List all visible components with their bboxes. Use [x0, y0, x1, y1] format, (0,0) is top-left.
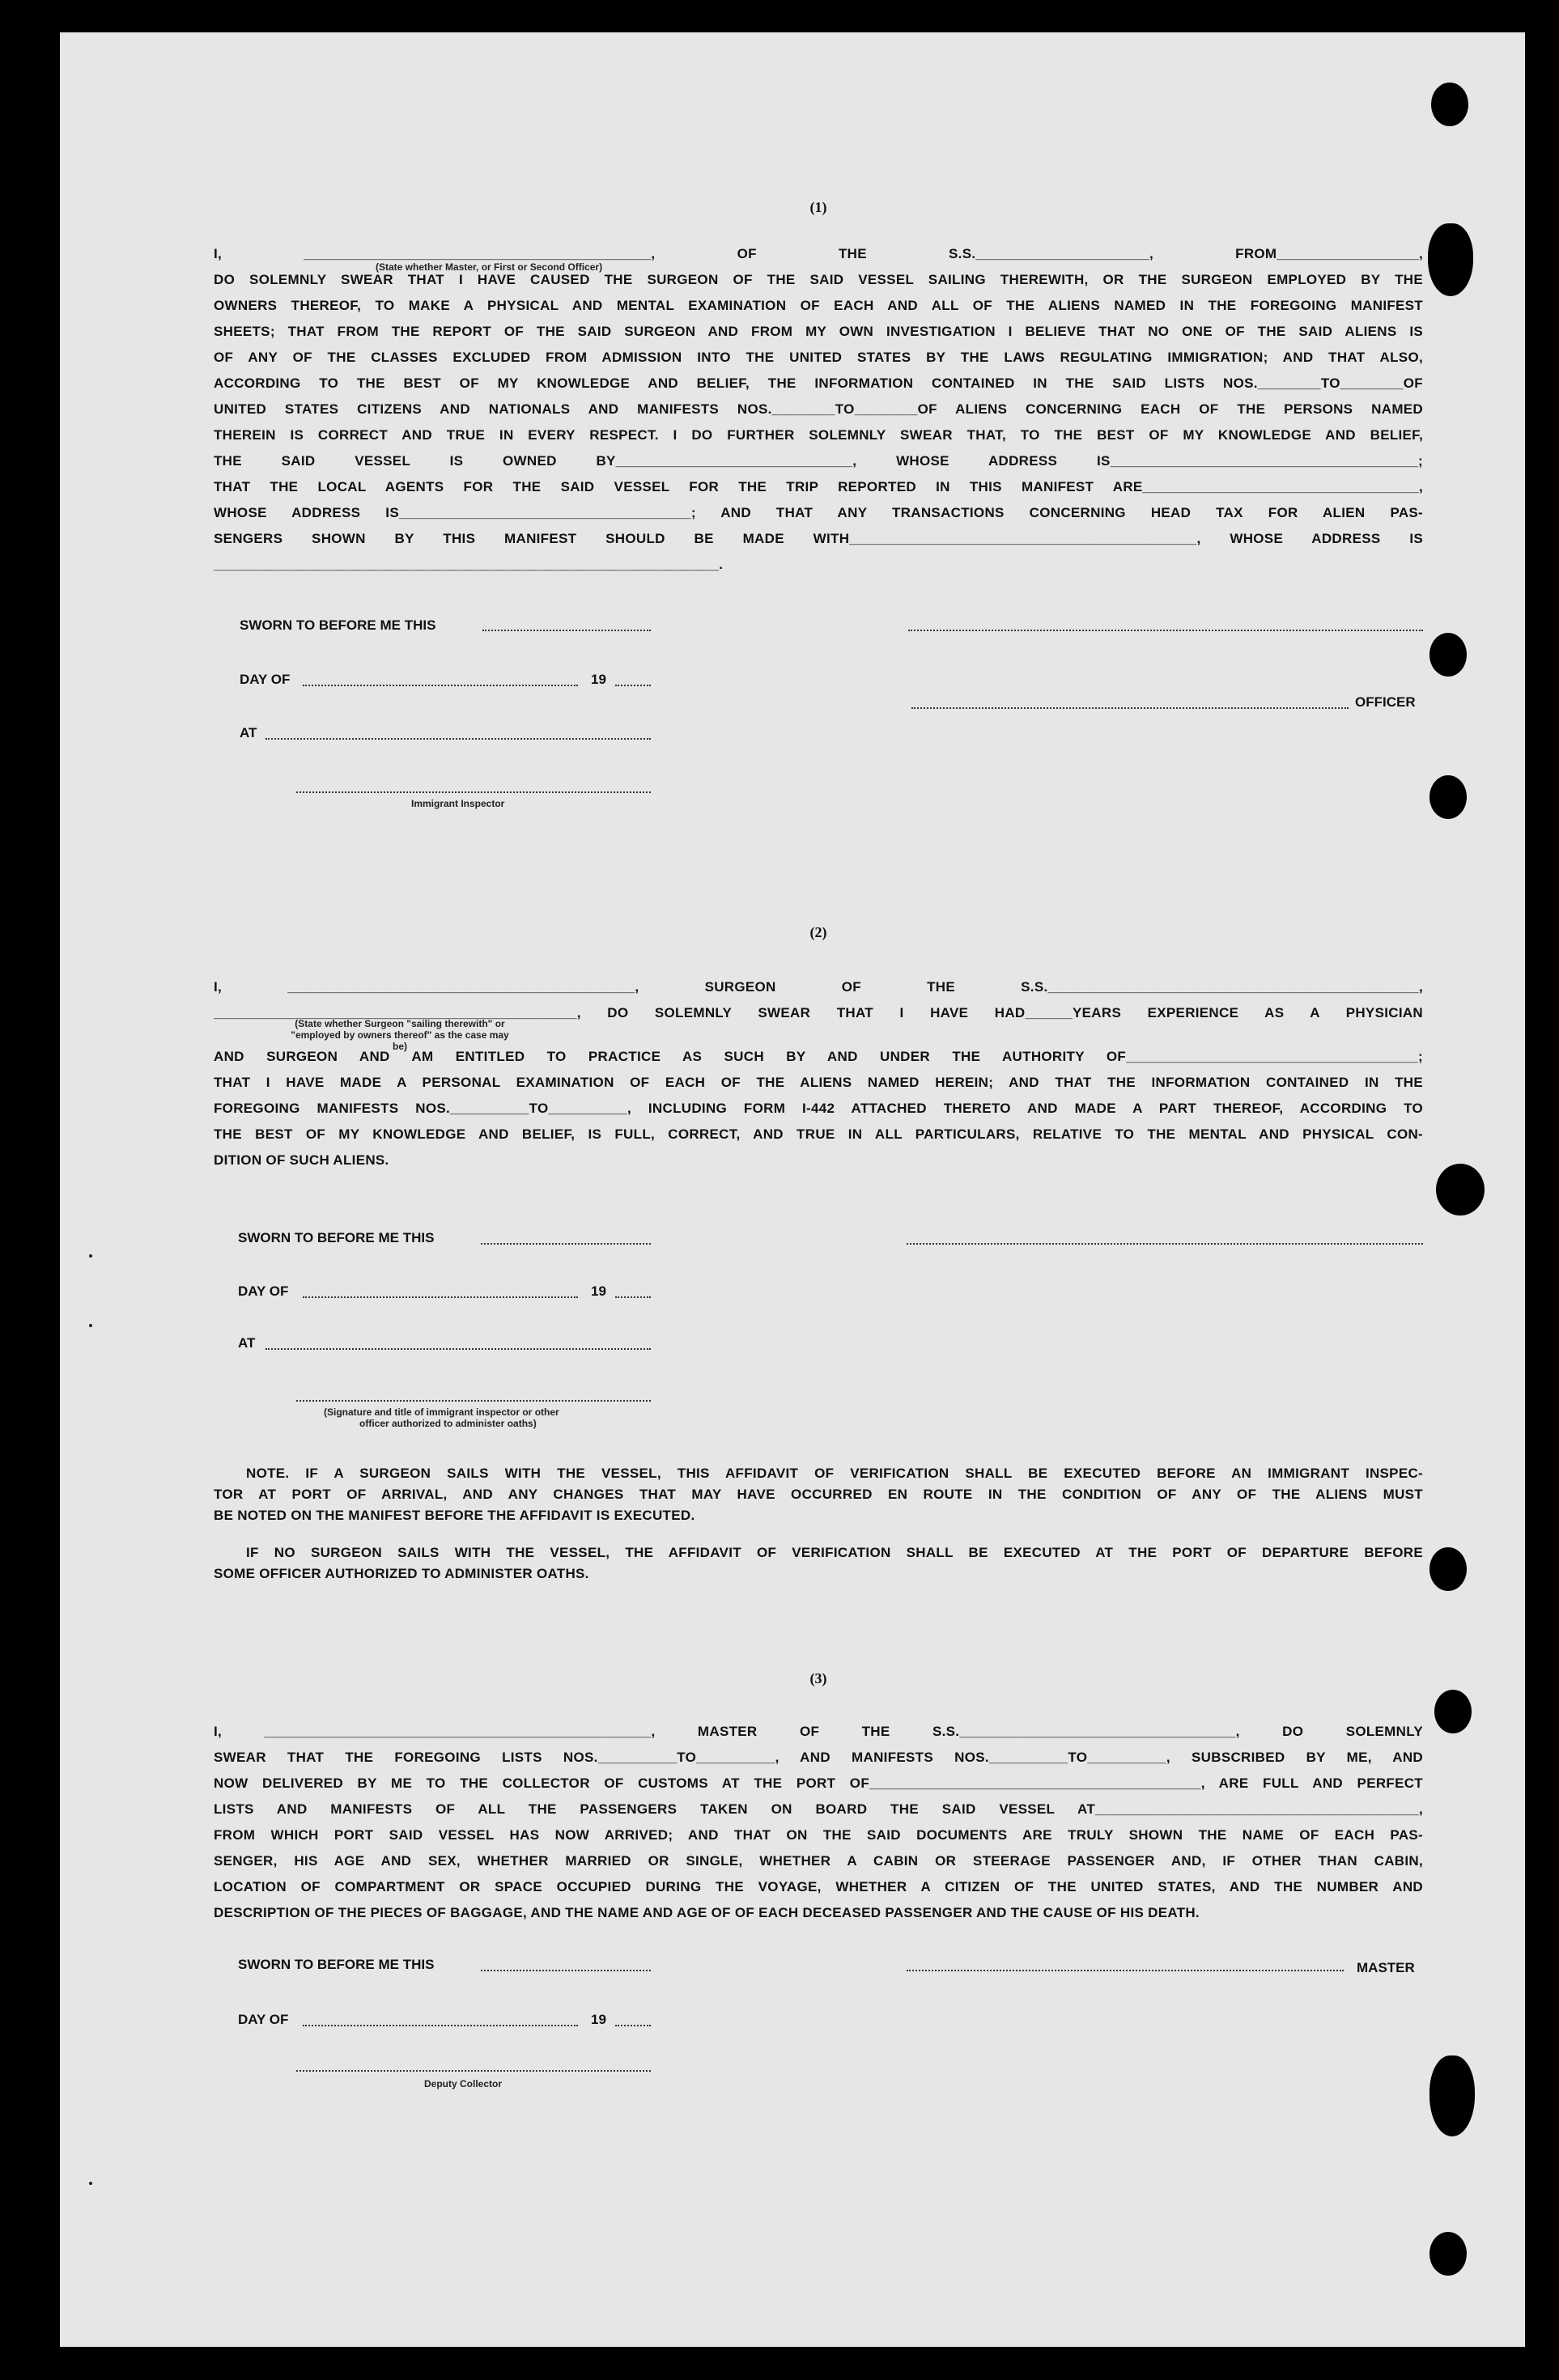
sworn-date-line[interactable] — [482, 630, 651, 631]
master-label: MASTER — [1357, 1960, 1415, 1975]
section-2-line: FOREGOING MANIFESTS NOS.__________TO__________, INCLUDING FORM I-442 ATTACHED THERETO AND MADE A PART THEREOF, ACCORDING TO — [214, 1101, 1423, 1116]
day-line[interactable] — [303, 2025, 578, 2026]
speck — [89, 1254, 92, 1258]
section-1-line: THE SAID VESSEL IS OWNED BY______________________________, WHOSE ADDRESS IS_______________________________________; — [214, 453, 1423, 469]
at-line[interactable] — [265, 738, 651, 740]
section-1-line: SHEETS; THAT FROM THE REPORT OF THE SAID SURGEON AND FROM MY OWN INVESTIGATION I BELIEVE THAT NO ONE OF THE SAID ALIENS IS — [214, 324, 1423, 339]
form-page — [60, 32, 1525, 2347]
section-3-body — [214, 1719, 1423, 1926]
section-2-note-2 — [214, 1542, 1423, 1585]
punch-hole — [1434, 1690, 1472, 1733]
at-line[interactable] — [265, 1348, 651, 1350]
section-3-day-label: DAY OF — [238, 2012, 289, 2027]
year-line[interactable] — [615, 1296, 651, 1298]
section-3-line: SWEAR THAT THE FOREGOING LISTS NOS.__________TO__________, AND MANIFESTS NOS.__________TO__________, SUBSCRIBED BY ME, AND — [214, 1750, 1423, 1765]
section-1-line: OF ANY OF THE CLASSES EXCLUDED FROM ADMISSION INTO THE UNITED STATES BY THE LAWS REGULATING IMMIGRATION; AND THAT ALSO, — [214, 350, 1423, 365]
section-3-sworn-label: SWORN TO BEFORE ME THIS — [238, 1957, 435, 1972]
punch-hole — [1429, 2232, 1467, 2276]
punch-hole — [1429, 775, 1467, 819]
section-3-line: NOW DELIVERED BY ME TO THE COLLECTOR OF CUSTOMS AT THE PORT OF__________________________________________, ARE FULL AND PERFECT — [214, 1775, 1423, 1791]
section-3-line: FROM WHICH PORT SAID VESSEL HAS NOW ARRIVED; AND THAT ON THE SAID DOCUMENTS ARE TRULY SHOWN THE NAME OF EACH PAS- — [214, 1827, 1423, 1843]
note-line: BE NOTED ON THE MANIFEST BEFORE THE AFFIDAVIT IS EXECUTED. — [214, 1508, 695, 1523]
inspector-signature-line[interactable] — [296, 1400, 651, 1402]
section-1-line: I, ____________________________________________, OF THE S.S.______________________, FROM__________________, — [214, 246, 1423, 261]
section-1-line: THEREIN IS CORRECT AND TRUE IN EVERY RESPECT. I DO FURTHER SOLEMNLY SWEAR THAT, TO THE BEST OF MY KNOWLEDGE AND BELIEF, — [214, 427, 1423, 443]
section-2-line: DITION OF SUCH ALIENS. — [214, 1152, 389, 1168]
section-2-at-label: AT — [238, 1335, 256, 1351]
section-3-number: (3) — [809, 1670, 827, 1686]
officer-label: OFFICER — [1355, 694, 1416, 710]
note-line: NOTE. IF A SURGEON SAILS WITH THE VESSEL, THIS AFFIDAVIT OF VERIFICATION SHALL BE EXECUTED BEFORE AN IMMIGRANT INSPEC- — [246, 1466, 1423, 1481]
punch-hole — [1428, 223, 1473, 296]
day-line[interactable] — [303, 1296, 578, 1298]
punch-hole — [1429, 1547, 1467, 1591]
section-1-at-label: AT — [240, 725, 257, 740]
inspector-signature-line[interactable] — [296, 791, 651, 793]
officer-signature-line[interactable] — [908, 630, 1423, 631]
section-1-caption: (State whether Master, or First or Second Officer) — [376, 261, 603, 273]
section-1-body — [214, 267, 1423, 578]
collector-caption: Deputy Collector — [424, 2078, 503, 2089]
section-3-line: SENGER, HIS AGE AND SEX, WHETHER MARRIED OR SINGLE, WHETHER A CABIN OR STEERAGE PASSENGER AND, IF OTHER THAN CABIN, — [214, 1853, 1423, 1869]
section-2-line: THE BEST OF MY KNOWLEDGE AND BELIEF, IS FULL, CORRECT, AND TRUE IN ALL PARTICULARS, RELATIVE TO THE MENTAL AND PHYSICAL CON- — [214, 1126, 1423, 1142]
section-2-caption: (State whether Surgeon "sailing therewith" or "employed by owners thereof" as the case may be) — [291, 1018, 509, 1052]
sig-caption-2: officer authorized to administer oaths) — [359, 1418, 537, 1429]
note-line: TOR AT PORT OF ARRIVAL, AND ANY CHANGES THAT MAY HAVE OCCURRED EN ROUTE IN THE CONDITION OF ANY OF THE ALIENS MUST — [214, 1487, 1423, 1502]
officer-title-line[interactable] — [911, 707, 1349, 709]
day-line[interactable] — [303, 685, 578, 686]
section-2-note — [214, 1463, 1423, 1526]
section-2-day-label: DAY OF — [238, 1283, 289, 1299]
section-1-line: THAT THE LOCAL AGENTS FOR THE SAID VESSEL FOR THE TRIP REPORTED IN THIS MANIFEST ARE___________________________________, — [214, 479, 1423, 494]
section-2-body — [214, 1044, 1423, 1173]
section-2-year-label: 19 — [591, 1283, 606, 1299]
year-line[interactable] — [615, 2025, 651, 2026]
sig-caption-1: (Signature and title of immigrant inspector or other — [324, 1406, 559, 1418]
punch-hole — [1436, 1164, 1485, 1215]
section-3-line: DESCRIPTION OF THE PIECES OF BAGGAGE, AND THE NAME AND AGE OF OF EACH DECEASED PASSENGER AND THE CAUSE OF HIS DEATH. — [214, 1905, 1200, 1920]
surgeon-signature-line[interactable] — [907, 1243, 1423, 1245]
section-1-line: ________________________________________________________________. — [214, 557, 724, 572]
note-line: SOME OFFICER AUTHORIZED TO ADMINISTER OATHS. — [214, 1566, 589, 1581]
section-1-line: ACCORDING TO THE BEST OF MY KNOWLEDGE AND BELIEF, THE INFORMATION CONTAINED IN THE SAID LISTS NOS.________TO________OF — [214, 375, 1423, 391]
speck — [89, 2182, 92, 2185]
section-3-line: LOCATION OF COMPARTMENT OR SPACE OCCUPIED DURING THE VOYAGE, WHETHER A CITIZEN OF THE UNITED STATES, AND THE NUMBER AND — [214, 1879, 1423, 1894]
section-1-line: SENGERS SHOWN BY THIS MANIFEST SHOULD BE MADE WITH____________________________________________, WHOSE ADDRESS IS — [214, 531, 1423, 546]
punch-hole — [1429, 2055, 1475, 2136]
section-2-sworn-label: SWORN TO BEFORE ME THIS — [238, 1230, 435, 1245]
sworn-date-line[interactable] — [481, 1243, 651, 1245]
section-2-line: ______________________________________________, DO SOLEMNLY SWEAR THAT I HAVE HAD______YEARS EXPERIENCE AS A PHYSICIAN — [214, 1005, 1423, 1020]
year-line[interactable] — [615, 685, 651, 686]
inspector-caption: Immigrant Inspector — [411, 798, 505, 809]
collector-signature-line[interactable] — [296, 2070, 651, 2072]
section-1-year-label: 19 — [591, 672, 606, 687]
punch-hole — [1429, 633, 1467, 677]
section-1-line: UNITED STATES CITIZENS AND NATIONALS AND MANIFESTS NOS.________TO________OF ALIENS CONCERNING EACH OF THE PERSONS NAMED — [214, 401, 1423, 417]
speck — [89, 1324, 92, 1327]
section-2-line: THAT I HAVE MADE A PERSONAL EXAMINATION OF EACH OF THE ALIENS NAMED HEREIN; AND THAT THE INFORMATION CONTAINED IN THE — [214, 1075, 1423, 1090]
master-signature-line[interactable] — [907, 1970, 1344, 1971]
section-1-line: OWNERS THEREOF, TO MAKE A PHYSICAL AND MENTAL EXAMINATION OF EACH AND ALL OF THE ALIENS NAMED IN THE FOREGOING MANIFEST — [214, 298, 1423, 313]
section-2-line: AND SURGEON AND AM ENTITLED TO PRACTICE AS SUCH BY AND UNDER THE AUTHORITY OF_____________________________________; — [214, 1049, 1423, 1064]
section-2-number: (2) — [809, 924, 827, 940]
punch-hole — [1431, 83, 1468, 126]
section-3-year-label: 19 — [591, 2012, 606, 2027]
section-3-line: LISTS AND MANIFESTS OF ALL THE PASSENGERS TAKEN ON BOARD THE SAID VESSEL AT_________________________________________, — [214, 1801, 1423, 1817]
section-1-day-label: DAY OF — [240, 672, 291, 687]
section-1-line: DO SOLEMNLY SWEAR THAT I HAVE CAUSED THE SURGEON OF THE SAID VESSEL SAILING THEREWITH, OR THE SURGEON EMPLOYED BY THE — [214, 272, 1423, 287]
section-2-line: I, ____________________________________________, SURGEON OF THE S.S._______________________________________________, — [214, 979, 1423, 995]
sworn-date-line[interactable] — [481, 1970, 651, 1971]
section-1-line: WHOSE ADDRESS IS_____________________________________; AND THAT ANY TRANSACTIONS CONCERNING HEAD TAX FOR ALIEN PAS- — [214, 505, 1423, 520]
section-1-number: (1) — [809, 199, 827, 215]
note-line: IF NO SURGEON SAILS WITH THE VESSEL, THE AFFIDAVIT OF VERIFICATION SHALL BE EXECUTED AT THE PORT OF DEPARTURE BEFORE — [246, 1545, 1423, 1560]
section-3-line: I, _________________________________________________, MASTER OF THE S.S.___________________________________, DO SOLEMNLY — [214, 1724, 1423, 1739]
section-1-sworn-label: SWORN TO BEFORE ME THIS — [240, 617, 436, 633]
